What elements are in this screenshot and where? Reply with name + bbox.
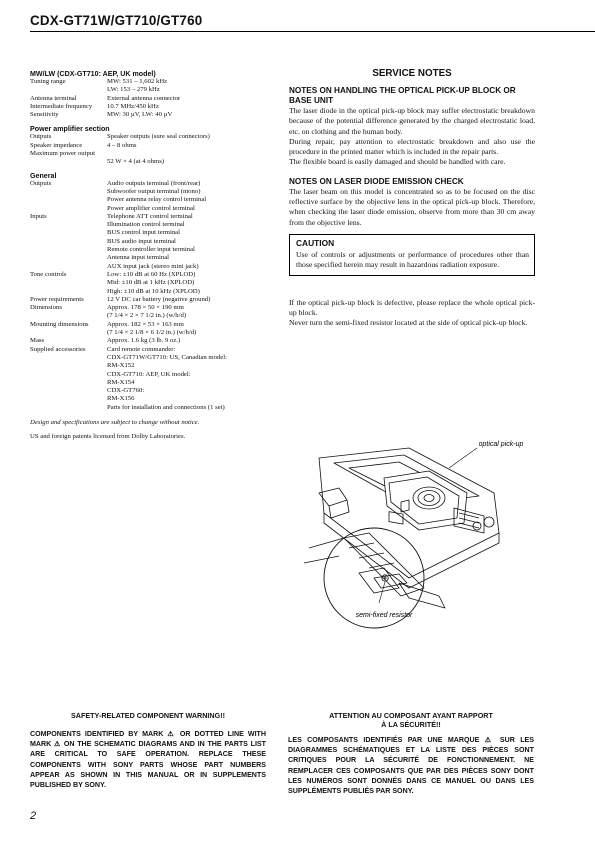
spec-row — [30, 279, 270, 287]
spec-label — [30, 221, 107, 229]
handling-paragraph-3: The flexible board is easily damaged and should be handled with care. — [289, 157, 506, 167]
laser-check-heading: NOTES ON LASER DIODE EMISSION CHECK — [289, 176, 464, 186]
spec-row — [30, 213, 270, 221]
spec-value: RM-X154 — [107, 378, 135, 386]
spec-label — [30, 188, 107, 196]
spec-value: CDX-GT710: AEP, UK model: — [107, 370, 191, 378]
spec-row — [30, 180, 270, 188]
spec-value: MW: 30 µV, LW: 40 µV — [107, 111, 173, 119]
spec-value: Illumination control terminal — [107, 221, 185, 229]
spec-label: Tone controls — [30, 270, 67, 278]
spec-value: (7 1/4 × 2 × 7 1/2 in.) (w/h/d) — [107, 312, 187, 320]
mw-lw-spec-list — [30, 78, 270, 119]
spec-row — [30, 387, 270, 395]
spec-row — [30, 133, 270, 141]
spec-label: Outputs — [30, 179, 52, 187]
spec-value: Subwoofer output terminal (mono) — [107, 187, 201, 195]
spec-value: Mid: ±10 dB at 1 kHz (XPLOD) — [107, 279, 195, 287]
laser-check-paragraph: The laser beam on this model is concentrated so as to be focused on the disc reflective surface by the objective lens in the optical pick-up block. Therefore, when checking the laser diode emission, observe from more than 30 cm away from the objective lens. — [289, 186, 535, 227]
spec-row — [30, 95, 270, 103]
spec-label: Mass — [30, 337, 45, 345]
spec-row — [30, 371, 270, 379]
power-amp-heading: Power amplifier section — [30, 125, 110, 134]
spec-value: CDX-GT71W/GT710: US, Canadian model: — [107, 353, 227, 361]
spec-value: Card remote commander: — [107, 345, 176, 353]
spec-label — [30, 379, 107, 387]
safety-warning-heading: SAFETY-RELATED COMPONENT WARNING!! — [71, 711, 225, 720]
safety-warning-body-fr: LES COMPOSANTS IDENTIFIÉS PAR UNE MARQUE ⚠ SUR LES DIAGRAMMES SCHÉMATIQUES ET LA LISTE DES PIÈCES SONT CRITIQUES POUR LA SÉCURITÉ DE FONCTIONNEMENT. NE REMPLACER CES COMPOSANTS QUE PAR DES PIÈCES SONY DONT LES NUMÉROS SONT DONNÉS DANS CE MANUEL OU DANS LES SUPPLÉMENTS PUBLIÉS PAR SONY. — [288, 736, 534, 796]
handling-heading: NOTES ON HANDLING THE OPTICAL PICK-UP BLOCK OR BASE UNIT — [289, 86, 516, 105]
spec-row — [30, 263, 270, 271]
spec-row — [30, 312, 270, 320]
spec-row — [30, 329, 270, 337]
spec-label: Antenna terminal — [30, 94, 77, 102]
spec-value: Approx. 1.6 kg (3 lb. 9 oz.) — [107, 337, 181, 345]
spec-label — [30, 263, 107, 271]
spec-label — [30, 86, 107, 94]
spec-label — [30, 371, 107, 379]
safety-warning-english — [30, 711, 266, 790]
spec-value: AUX input jack (stereo mini jack) — [107, 262, 199, 270]
spec-value: Approx. 182 × 53 × 163 mm — [107, 320, 184, 328]
handling-paragraph-2: During repair, pay attention to electrostatic breakdown and also use the procedure in the printed matter which is included in the repair parts. — [289, 136, 535, 157]
spec-label — [30, 196, 107, 204]
spec-value: Telephone ATT control terminal — [107, 212, 193, 220]
spec-row — [30, 404, 270, 412]
semi-fixed-resistor-label: semi-fixed resistor — [355, 612, 413, 619]
spec-value: 52 W × 4 (at 4 ohms) — [107, 158, 165, 166]
safety-warning-french — [288, 711, 534, 796]
spec-label — [30, 205, 107, 213]
spec-value: Parts for installation and connections (1 set) — [107, 403, 225, 411]
spec-label — [30, 354, 107, 362]
spec-value: Low: ±10 dB at 60 Hz (XPLOD) — [107, 270, 196, 278]
spec-value: LW: 153 – 279 kHz — [107, 86, 160, 94]
spec-value: BUS audio input terminal — [107, 237, 176, 245]
spec-row — [30, 346, 270, 354]
general-spec-list — [30, 180, 270, 412]
mw-lw-heading: MW/LW (CDX-GT710: AEP, UK model) — [30, 70, 156, 78]
spec-label — [30, 288, 107, 296]
page-number: 2 — [30, 810, 37, 822]
spec-label — [30, 387, 107, 395]
spec-label: Speaker impedance — [30, 141, 83, 149]
spec-row — [30, 188, 270, 196]
spec-label — [30, 329, 107, 337]
spec-label — [30, 395, 107, 403]
spec-label: Outputs — [30, 133, 52, 141]
spec-label: Inputs — [30, 212, 47, 220]
spec-value: 4 – 8 ohms — [107, 141, 137, 149]
spec-value: Power amplifier control terminal — [107, 204, 195, 212]
spec-row — [30, 103, 270, 111]
spec-value: Remote controller input terminal — [107, 246, 195, 254]
spec-value: (7 1/4 × 2 1/8 × 6 1/2 in.) (w/h/d) — [107, 329, 197, 337]
handling-paragraph-1: The laser diode in the optical pick-up block may suffer electrostatic breakdown because of the potential difference generated by the charged electrostatic load, etc. on clothing and the human body. — [289, 106, 535, 136]
spec-row — [30, 354, 270, 362]
spec-row — [30, 229, 270, 237]
spec-label — [30, 254, 107, 262]
spec-label: Supplied accessories — [30, 345, 86, 353]
power-amp-spec-list — [30, 133, 270, 166]
spec-row — [30, 238, 270, 246]
spec-row — [30, 337, 270, 345]
spec-label — [30, 238, 107, 246]
spec-value: Speaker outputs (sure seal connectors) — [107, 133, 210, 141]
service-notes-column — [289, 68, 535, 328]
spec-value: MW: 531 – 1,602 kHz — [107, 78, 168, 85]
spec-value — [107, 150, 270, 158]
spec-row — [30, 221, 270, 229]
spec-label — [30, 404, 107, 412]
spec-label: Maximum power output — [30, 150, 96, 158]
design-change-note: Design and specifications are subject to change without notice. — [30, 418, 200, 426]
spec-label: Tuning range — [30, 78, 66, 85]
spec-label — [30, 246, 107, 254]
spec-label — [30, 158, 107, 166]
spec-row — [30, 78, 270, 86]
optical-pickup-label: optical pick-up — [478, 441, 524, 448]
spec-row — [30, 246, 270, 254]
spec-row — [30, 254, 270, 262]
safety-warning-body: COMPONENTS IDENTIFIED BY MARK ⚠ OR DOTTED LINE WITH MARK ⚠ ON THE SCHEMATIC DIAGRAMS AND IN THE PARTS LIST ARE CRITICAL TO SAFE OPERATION. REPLACE THESE COMPONENTS WITH SONY PARTS WHOSE PART NUMBERS APPEAR AS SHOWN IN THIS MANUAL OR IN SUPPLEMENTS PUBLISHED BY SONY. — [30, 730, 266, 790]
spec-label: Power requirements — [30, 295, 84, 303]
spec-value: Approx. 178 × 50 × 190 mm — [107, 304, 184, 312]
general-heading: General — [30, 171, 57, 180]
spec-row — [30, 379, 270, 387]
spec-value: Audio outputs terminal (front/rear) — [107, 179, 201, 187]
semi-fixed-resistor-paragraph: Never turn the semi-fixed resistor located at the side of optical pick-up block. — [289, 318, 528, 328]
spec-row — [30, 158, 270, 166]
spec-value: 10.7 MHz/450 kHz — [107, 102, 159, 110]
safety-warning-heading-fr-line1: ATTENTION AU COMPOSANT AYANT RAPPORT — [329, 711, 493, 720]
spec-value: 12 V DC car battery (negative ground) — [107, 295, 211, 303]
dolby-patent-note: US and foreign patents licensed from Dolby Laboratories. — [30, 433, 186, 441]
spec-value: BUS control input terminal — [107, 229, 180, 237]
spec-row — [30, 142, 270, 150]
spec-row — [30, 362, 270, 370]
spec-row — [30, 196, 270, 204]
spec-row — [30, 150, 270, 158]
specifications-column — [30, 70, 270, 442]
spec-row — [30, 205, 270, 213]
caution-box — [289, 234, 535, 276]
service-notes-title: SERVICE NOTES — [372, 68, 452, 79]
spec-label: Mounting dimensions — [30, 320, 89, 328]
header-rule — [30, 31, 595, 32]
spec-label — [30, 279, 107, 287]
caution-paragraph: Use of controls or adjustments or performance of procedures other than those specified herein may result in hazardous radiation exposure. — [296, 249, 529, 270]
page-header-title: CDX-GT71W/GT710/GT760 — [30, 13, 203, 28]
spec-row — [30, 111, 270, 119]
spec-value: High: ±10 dB at 10 kHz (XPLOD) — [107, 287, 200, 295]
spec-row — [30, 321, 270, 329]
spec-row — [30, 395, 270, 403]
spec-label: Dimensions — [30, 304, 62, 312]
spec-label: Sensitivity — [30, 111, 59, 119]
spec-value: Power antenna relay control terminal — [107, 196, 207, 204]
spec-row — [30, 296, 270, 304]
spec-value: External antenna connector — [107, 94, 181, 102]
spec-value: RM-X152 — [107, 362, 135, 370]
spec-label: Intermediate frequency — [30, 102, 93, 110]
spec-label — [30, 362, 107, 370]
optical-pickup-diagram — [289, 438, 539, 638]
spec-value: CDX-GT760: — [107, 387, 145, 395]
safety-warning-heading-fr-line2: À LA SÉCURITÉ!! — [381, 720, 441, 729]
spec-row — [30, 288, 270, 296]
spec-label — [30, 229, 107, 237]
spec-row — [30, 86, 270, 94]
spec-value: Antenna input terminal — [107, 254, 170, 262]
spec-row — [30, 304, 270, 312]
replace-pickup-paragraph: If the optical pick-up block is defective, please replace the whole optical pick-up block. — [289, 297, 535, 317]
spec-value: RM-X156 — [107, 395, 135, 403]
spec-label — [30, 312, 107, 320]
spec-row — [30, 271, 270, 279]
caution-heading: CAUTION — [296, 237, 335, 248]
